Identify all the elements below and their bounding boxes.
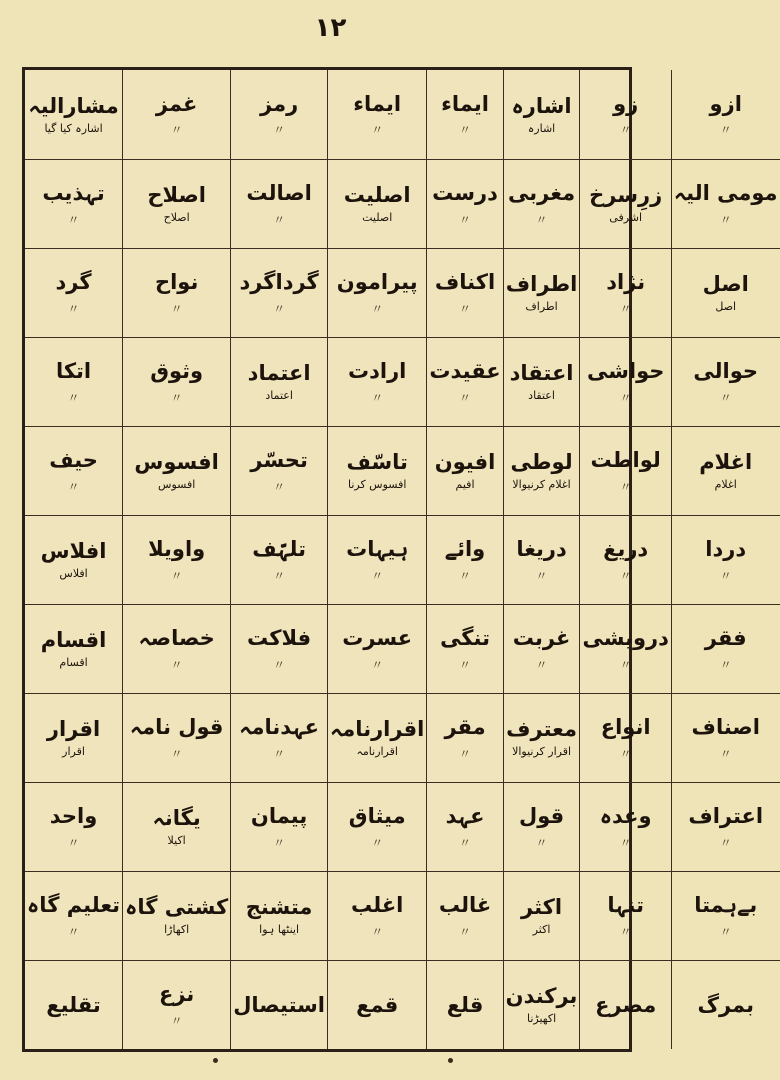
entry-gloss: اشارہ کیا گیا (44, 121, 103, 135)
entry-word: گرد (55, 270, 92, 295)
entry-word: مغربی (508, 181, 576, 206)
entry-gloss: اقرار کرنیوالا (512, 745, 572, 759)
table-cell (426, 248, 502, 337)
ditto-mark: 〃 (535, 835, 548, 850)
entry-word: استیصال (233, 992, 325, 1017)
entry-word: وائے (444, 537, 486, 562)
table-cell (25, 337, 122, 426)
entry-gloss: اینٹھا ہوا (259, 923, 300, 937)
table-cell (671, 426, 780, 515)
table-cell (426, 871, 502, 960)
ditto-mark: 〃 (619, 479, 632, 494)
table-cell (426, 782, 502, 871)
entry-word: عہدنامہ (239, 715, 320, 740)
table-cell (671, 960, 780, 1049)
entry-word: مقر (444, 715, 486, 740)
entry-word: نزع (159, 982, 195, 1007)
table-cell (426, 159, 502, 248)
table-cell (230, 337, 327, 426)
table-cell (671, 515, 780, 604)
entry-word: غمز (155, 91, 198, 116)
table-cell (122, 604, 230, 693)
table-cell (25, 159, 122, 248)
table-cell (579, 515, 670, 604)
entry-gloss: اقسام (59, 656, 88, 670)
entry-gloss: اشرفی (609, 211, 643, 225)
ditto-mark: 〃 (273, 835, 286, 850)
entry-word: اعتراف (688, 804, 764, 829)
ditto-mark: 〃 (371, 657, 384, 672)
entry-gloss: اصلیت (362, 211, 393, 225)
entry-word: ہیہات (346, 537, 409, 562)
ditto-mark: 〃 (619, 123, 632, 138)
entry-word: واحد (49, 804, 98, 829)
entry-gloss: اکیلا (167, 834, 186, 848)
table-cell (327, 337, 426, 426)
ditto-mark: 〃 (67, 924, 80, 939)
entry-word: زو (613, 91, 639, 116)
table-cell (426, 70, 502, 159)
ditto-mark: 〃 (67, 301, 80, 316)
table-cell (671, 693, 780, 782)
entry-word: وثوق (150, 359, 204, 384)
entry-gloss: اعتماد (265, 389, 293, 403)
table-cell (426, 604, 502, 693)
table-cell (671, 604, 780, 693)
table-cell (426, 693, 502, 782)
entry-gloss: اغلام (714, 478, 737, 492)
entry-word: لواطت (590, 448, 661, 473)
entry-word: خصاصہ (138, 626, 215, 651)
entry-gloss: افلاس (59, 567, 88, 581)
entry-word: اغلب (351, 893, 404, 918)
ditto-mark: 〃 (67, 390, 80, 405)
entry-gloss: افسوس (158, 478, 196, 492)
ditto-mark: 〃 (67, 479, 80, 494)
table-cell (25, 426, 122, 515)
table-cell (230, 426, 327, 515)
table-cell (327, 515, 426, 604)
table-cell (671, 782, 780, 871)
entry-gloss: اعتقاد (528, 389, 555, 403)
entry-gloss: اقرارنامہ (356, 745, 398, 759)
table-cell (230, 960, 327, 1049)
table-cell (122, 70, 230, 159)
entry-word: اقرارنامہ (330, 717, 425, 742)
table-cell (579, 782, 670, 871)
table-cell (579, 70, 670, 159)
entry-word: حواشی (586, 359, 665, 384)
ditto-mark: 〃 (67, 212, 80, 227)
entry-word: حیف (49, 448, 98, 473)
ditto-mark: 〃 (459, 924, 472, 939)
entry-word: اصناف (691, 715, 760, 740)
entry-word: دریغا (516, 537, 567, 562)
ditto-mark: 〃 (459, 123, 472, 138)
entry-gloss: اشارہ (527, 121, 556, 135)
entry-gloss: اصل (715, 300, 737, 314)
table-cell (230, 782, 327, 871)
entry-gloss: افسوس کرنا (347, 478, 407, 492)
entry-word: اقرار (46, 717, 101, 742)
entry-word: مومی الیہ (673, 181, 778, 206)
entry-word: دردا (705, 537, 747, 562)
ditto-mark: 〃 (619, 390, 632, 405)
table-cell (579, 693, 670, 782)
table-cell (671, 70, 780, 159)
entry-word: اغلام (699, 450, 753, 475)
table-cell (327, 960, 426, 1049)
entry-word: فقر (704, 626, 747, 651)
table-cell (327, 426, 426, 515)
ditto-mark: 〃 (459, 301, 472, 316)
table-cell (503, 604, 580, 693)
entry-word: اصلاح (147, 183, 206, 208)
table-cell (503, 515, 580, 604)
entry-word: اصلیت (343, 183, 411, 208)
entry-word: اطراف (505, 272, 578, 297)
entry-word: یگانہ (152, 806, 201, 831)
ditto-mark: 〃 (371, 568, 384, 583)
table-cell (503, 871, 580, 960)
entry-gloss: اغلام کرنیوالا (512, 478, 571, 492)
table-cell (579, 248, 670, 337)
entry-word: اصل (702, 272, 749, 297)
table-cell (426, 337, 502, 426)
entry-word: برکندن (505, 984, 578, 1009)
table-cell (327, 871, 426, 960)
entry-word: نژاد (606, 270, 646, 295)
table-cell (25, 960, 122, 1049)
table-cell (122, 693, 230, 782)
ditto-mark: 〃 (273, 568, 286, 583)
table-cell (327, 604, 426, 693)
entry-gloss: اکھیڑنا (526, 1012, 557, 1026)
table-cell (327, 693, 426, 782)
entry-word: افسوس (134, 450, 219, 475)
ditto-mark: 〃 (371, 835, 384, 850)
ditto-mark: 〃 (273, 657, 286, 672)
ditto-mark: 〃 (371, 301, 384, 316)
table-cell (579, 960, 670, 1049)
entry-word: قول نامہ (129, 715, 224, 740)
table-cell (503, 159, 580, 248)
ditto-mark: 〃 (619, 568, 632, 583)
entry-word: تہذیب (42, 181, 105, 206)
entry-gloss: اکثر (532, 923, 551, 937)
entry-word: تنہا (607, 893, 644, 918)
table-cell (25, 871, 122, 960)
ditto-mark: 〃 (459, 835, 472, 850)
table-cell (503, 782, 580, 871)
table-cell (230, 871, 327, 960)
ditto-mark: 〃 (170, 568, 183, 583)
entry-word: قول (518, 804, 565, 829)
synonym-table (22, 67, 778, 1052)
entry-word: مشارالیہ (28, 93, 119, 118)
entry-word: متشنج (245, 895, 313, 920)
entry-word: تاسّف (346, 450, 408, 475)
entry-gloss: اکھاڑا (164, 923, 190, 937)
ditto-mark: 〃 (719, 212, 732, 227)
table-cell (426, 960, 502, 1049)
entry-word: اکثر (521, 895, 563, 920)
table-cell (25, 693, 122, 782)
entry-word: کشتی گاہ (125, 895, 229, 920)
table-cell (503, 70, 580, 159)
ink-dot (213, 1058, 218, 1063)
entry-word: ازو (709, 91, 742, 116)
entry-word: قمع (356, 992, 399, 1017)
table-cell (503, 693, 580, 782)
entry-word: تنگی (440, 626, 490, 651)
table-cell (327, 782, 426, 871)
table-cell (122, 871, 230, 960)
ditto-mark: 〃 (619, 835, 632, 850)
ditto-mark: 〃 (719, 924, 732, 939)
ditto-mark: 〃 (719, 746, 732, 761)
ditto-mark: 〃 (619, 924, 632, 939)
table-cell (122, 248, 230, 337)
entry-word: وعدہ (599, 804, 652, 829)
entry-word: اکناف (434, 270, 496, 295)
entry-word: معترف (506, 717, 577, 742)
entry-word: اعتماد (247, 361, 311, 386)
entry-word: میثاق (348, 804, 406, 829)
table-cell (230, 159, 327, 248)
entry-word: بےہمتا (694, 893, 758, 918)
table-cell (230, 604, 327, 693)
ditto-mark: 〃 (719, 568, 732, 583)
ditto-mark: 〃 (273, 746, 286, 761)
entry-word: نواح (154, 270, 199, 295)
table-cell (327, 70, 426, 159)
table-cell (122, 159, 230, 248)
table-cell (122, 782, 230, 871)
entry-word: تقلیع (46, 992, 101, 1017)
page-number: ١٢ (314, 13, 347, 43)
ditto-mark: 〃 (67, 835, 80, 850)
ditto-mark: 〃 (273, 301, 286, 316)
ditto-mark: 〃 (619, 301, 632, 316)
ditto-mark: 〃 (273, 123, 286, 138)
entry-word: غالب (438, 893, 492, 918)
table-cell (25, 248, 122, 337)
ditto-mark: 〃 (170, 1013, 183, 1028)
ditto-mark: 〃 (535, 657, 548, 672)
entry-word: فلاکت (247, 626, 312, 651)
table-cell (579, 426, 670, 515)
entry-gloss: اطراف (525, 300, 558, 314)
table-cell (230, 70, 327, 159)
table-cell (25, 70, 122, 159)
table-cell (671, 871, 780, 960)
ditto-mark: 〃 (535, 568, 548, 583)
table-cell (579, 604, 670, 693)
entry-gloss: اصلاح (163, 211, 190, 225)
entry-word: عسرت (342, 626, 413, 651)
entry-gloss: افیم (455, 478, 475, 492)
entry-word: گرداگرد (239, 270, 319, 295)
ink-dot (448, 1058, 453, 1063)
table-cell (122, 515, 230, 604)
entry-word: اصالت (246, 181, 312, 206)
ditto-mark: 〃 (619, 746, 632, 761)
table-cell (122, 426, 230, 515)
table-cell (230, 248, 327, 337)
ditto-mark: 〃 (459, 212, 472, 227)
table-cell (25, 782, 122, 871)
ditto-mark: 〃 (459, 746, 472, 761)
table-cell (503, 426, 580, 515)
entry-word: انواع (600, 715, 651, 740)
entry-word: عہد (445, 804, 485, 829)
ditto-mark: 〃 (719, 123, 732, 138)
entry-word: ارادت (348, 359, 407, 384)
table-cell (327, 159, 426, 248)
ditto-mark: 〃 (719, 390, 732, 405)
entry-word: تعلیم گاہ (27, 893, 121, 918)
table-cell (230, 693, 327, 782)
ditto-mark: 〃 (371, 390, 384, 405)
entry-word: غربت (512, 626, 571, 651)
ditto-mark: 〃 (535, 212, 548, 227)
entry-word: لوطی (510, 450, 573, 475)
ditto-mark: 〃 (371, 123, 384, 138)
entry-word: مصرع (595, 992, 657, 1017)
entry-word: دریغ (603, 537, 649, 562)
entry-word: افلاس (40, 539, 107, 564)
entry-word: قلع (446, 992, 484, 1017)
table-cell (671, 248, 780, 337)
entry-word: درویشی (582, 626, 669, 651)
entry-word: پیرامون (336, 270, 418, 295)
entry-word: اقسام (40, 628, 107, 653)
ditto-mark: 〃 (170, 390, 183, 405)
entry-word: پیمان (250, 804, 308, 829)
entry-word: اعتقاد (509, 361, 574, 386)
ditto-mark: 〃 (170, 123, 183, 138)
table-cell (671, 337, 780, 426)
entry-word: ایماء (441, 91, 489, 116)
table-cell (503, 248, 580, 337)
table-cell (503, 337, 580, 426)
entry-word: درست (432, 181, 498, 206)
table-cell (25, 604, 122, 693)
ditto-mark: 〃 (170, 657, 183, 672)
entry-word: افیون (434, 450, 496, 475)
entry-word: عقیدت (429, 359, 501, 384)
ditto-mark: 〃 (719, 835, 732, 850)
ditto-mark: 〃 (459, 657, 472, 672)
entry-word: رمز (260, 91, 299, 116)
ditto-mark: 〃 (719, 657, 732, 672)
entry-word: ایماء (353, 91, 402, 116)
table-cell (122, 337, 230, 426)
table-cell (671, 159, 780, 248)
entry-word: زرِسرخ (589, 183, 663, 208)
table-cell (230, 515, 327, 604)
table-cell (579, 871, 670, 960)
table-cell (579, 337, 670, 426)
entry-word: بمرگ (697, 992, 754, 1017)
ditto-mark: 〃 (371, 924, 384, 939)
ditto-mark: 〃 (273, 212, 286, 227)
table-cell (327, 248, 426, 337)
entry-word: واویلا (148, 537, 206, 562)
entry-gloss: اقرار (62, 745, 85, 759)
entry-word: اشارہ (511, 93, 572, 118)
table-cell (503, 960, 580, 1049)
table-cell (426, 515, 502, 604)
ditto-mark: 〃 (273, 479, 286, 494)
table-cell (426, 426, 502, 515)
table-cell (25, 515, 122, 604)
entry-word: تلہّف (252, 537, 306, 562)
entry-word: تحسّر (250, 448, 308, 473)
entry-word: حوالی (693, 359, 759, 384)
ditto-mark: 〃 (170, 301, 183, 316)
table-cell (579, 159, 670, 248)
entry-word: اتکا (55, 359, 92, 384)
ditto-mark: 〃 (459, 568, 472, 583)
ditto-mark: 〃 (619, 657, 632, 672)
ditto-mark: 〃 (170, 746, 183, 761)
ditto-mark: 〃 (459, 390, 472, 405)
table-cell (122, 960, 230, 1049)
